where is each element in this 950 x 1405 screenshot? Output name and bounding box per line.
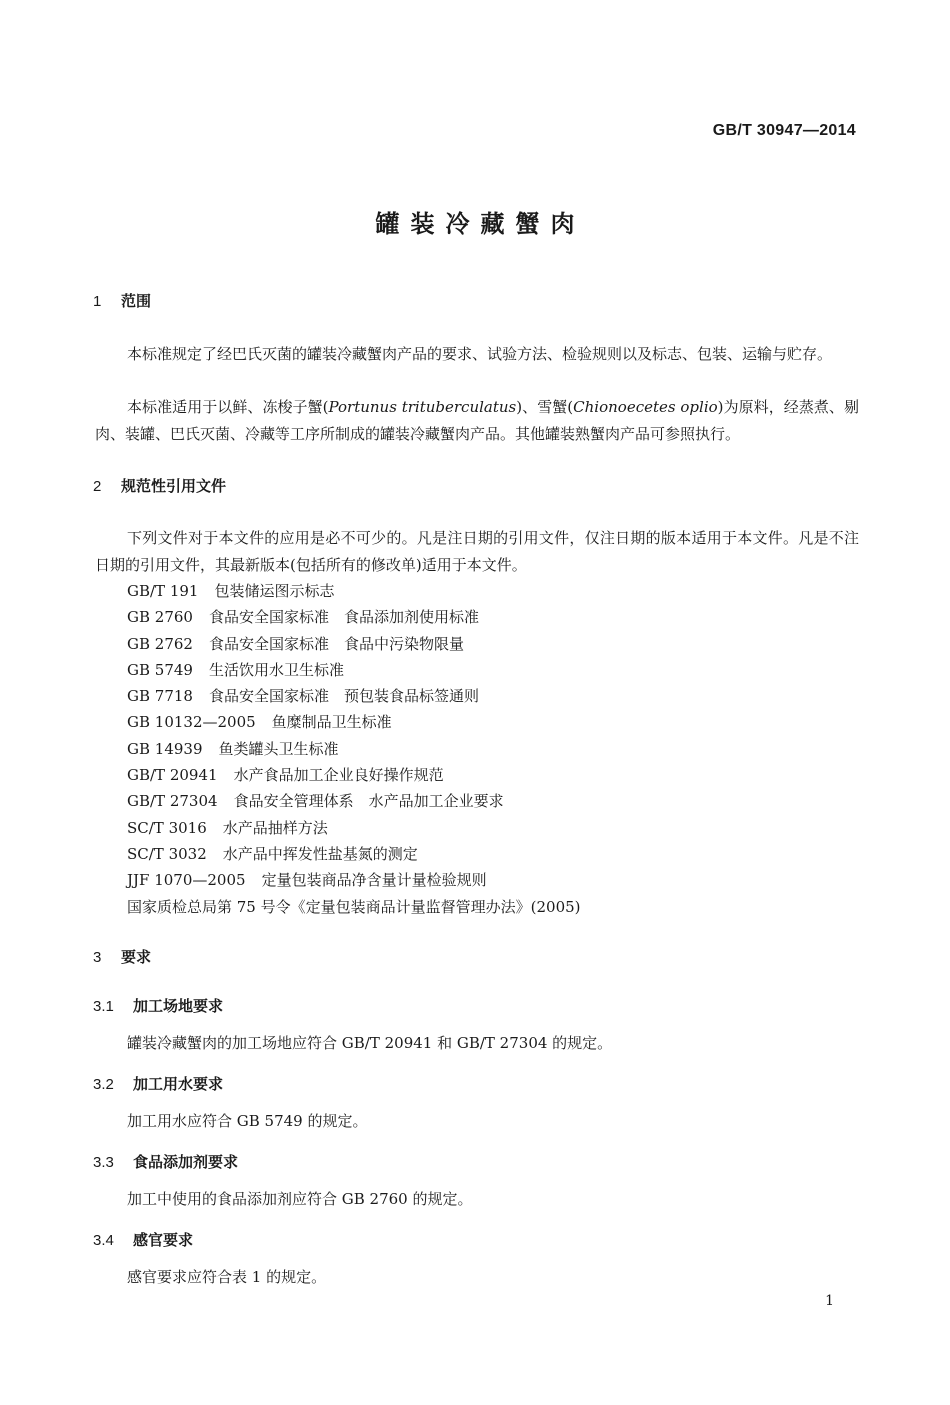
reference-title: 食品安全管理体系 水产品加工企业要求 — [233, 792, 504, 811]
reference-code: GB/T 27304 — [127, 792, 218, 811]
reference-title: 包装储运图示标志 — [214, 582, 335, 600]
reference-item — [127, 762, 581, 788]
scope-text-b: )、雪蟹( — [516, 398, 574, 416]
scope-paragraph-1: 本标准规定了经巴氏灭菌的罐装冷藏蟹肉产品的要求、试验方法、检验规则以及标志、包装、运输与贮存。 — [127, 345, 833, 363]
reference-list — [127, 578, 581, 920]
reference-title: 生活饮用水卫生标准 — [208, 660, 344, 679]
reference-item — [127, 894, 581, 920]
reference-code: GB/T 191 — [127, 582, 199, 600]
section-3-heading — [93, 946, 151, 967]
reference-title: 食品安全国家标准 预包装食品标签通则 — [208, 687, 479, 706]
reference-code: GB/T 20941 — [127, 766, 218, 785]
section-3-4-heading — [93, 1229, 193, 1250]
standard-code: GB/T 30947—2014 — [712, 122, 856, 139]
reference-item — [127, 815, 581, 841]
section-number: 3.2 — [93, 1076, 114, 1093]
section-2-heading — [93, 475, 226, 496]
section-number: 3.1 — [93, 998, 114, 1015]
reference-code: GB 5749 — [127, 660, 193, 679]
reference-code: GB 14939 — [127, 739, 203, 758]
reference-item — [127, 788, 581, 814]
reference-item — [127, 631, 581, 657]
reference-title: 鱼糜制品卫生标准 — [271, 713, 392, 732]
reference-item — [127, 604, 581, 630]
reference-title: 水产食品加工企业良好操作规范 — [233, 766, 444, 785]
section-title: 范围 — [121, 292, 152, 310]
section-number: 3 — [93, 949, 102, 966]
section-title: 要求 — [121, 948, 152, 966]
references-intro: 下列文件对于本文件的应用是必不可少的。凡是注日期的引用文件，仅注日期的版本适用于本文件。凡是不注日期的引用文件，其最新版本(包括所有的修改单)适用于本文件。 — [95, 529, 859, 574]
reference-title: 国家质检总局第 75 号令《定量包装商品计量监督管理办法》(2005) — [127, 897, 581, 916]
scope-paragraph-2 — [95, 394, 859, 447]
section-3-1-heading — [93, 995, 223, 1016]
section-3-2-heading — [93, 1073, 223, 1094]
section-3-2-text: 加工用水应符合 GB 5749 的规定。 — [127, 1112, 368, 1130]
section-number: 3.3 — [93, 1154, 114, 1171]
section-title: 加工用水要求 — [133, 1075, 224, 1093]
section-3-3-heading — [93, 1151, 238, 1172]
reference-code: GB 10132—2005 — [127, 713, 256, 732]
reference-item — [127, 578, 581, 604]
section-number: 2 — [93, 478, 102, 495]
section-number: 1 — [93, 293, 102, 310]
reference-item — [127, 841, 581, 867]
scope-text-c: )为原料，经蒸煮、剔肉、装罐、巴氏灭菌、冷藏等工序所制成的罐装冷藏蟹肉产品。其他罐装熟蟹肉产品可参照执行。 — [95, 398, 859, 443]
page-number: 1 — [825, 1293, 834, 1309]
document-title: 罐装冷藏蟹肉 — [375, 210, 586, 238]
section-title: 食品添加剂要求 — [133, 1153, 239, 1171]
reference-title: 食品安全国家标准 食品添加剂使用标准 — [208, 608, 479, 627]
reference-code: GB 7718 — [127, 687, 193, 706]
reference-title: 食品安全国家标准 食品中污染物限量 — [208, 634, 464, 653]
section-number: 3.4 — [93, 1232, 114, 1249]
scope-text-a: 本标准适用于以鲜、冻梭子蟹( — [127, 398, 329, 416]
reference-item — [127, 736, 581, 762]
reference-code: SC/T 3016 — [127, 818, 207, 837]
section-3-3-text: 加工中使用的食品添加剂应符合 GB 2760 的规定。 — [127, 1190, 473, 1208]
section-title: 加工场地要求 — [133, 997, 224, 1015]
section-title: 感官要求 — [133, 1231, 194, 1249]
reference-title: 水产品中挥发性盐基氮的测定 — [222, 844, 418, 863]
species-portunus: Portunus trituberculatus — [328, 398, 517, 416]
reference-item — [127, 867, 581, 893]
section-title: 规范性引用文件 — [121, 477, 227, 495]
reference-title: 定量包装商品净含量计量检验规则 — [261, 871, 487, 890]
section-3-4-text: 感官要求应符合表 1 的规定。 — [127, 1268, 327, 1286]
reference-title: 鱼类罐头卫生标准 — [218, 739, 339, 758]
species-chionoecetes: Chionoecetes oplio — [573, 398, 718, 416]
reference-code: SC/T 3032 — [127, 844, 207, 863]
section-3-1-text: 罐装冷藏蟹肉的加工场地应符合 GB/T 20941 和 GB/T 27304 的规定。 — [127, 1034, 613, 1052]
section-1-heading — [93, 290, 151, 311]
reference-code: GB 2762 — [127, 634, 193, 653]
reference-title: 水产品抽样方法 — [222, 818, 328, 837]
reference-item — [127, 709, 581, 735]
reference-code: GB 2760 — [127, 608, 193, 627]
reference-item — [127, 683, 581, 709]
reference-item — [127, 657, 581, 683]
reference-code: JJF 1070—2005 — [127, 871, 246, 890]
